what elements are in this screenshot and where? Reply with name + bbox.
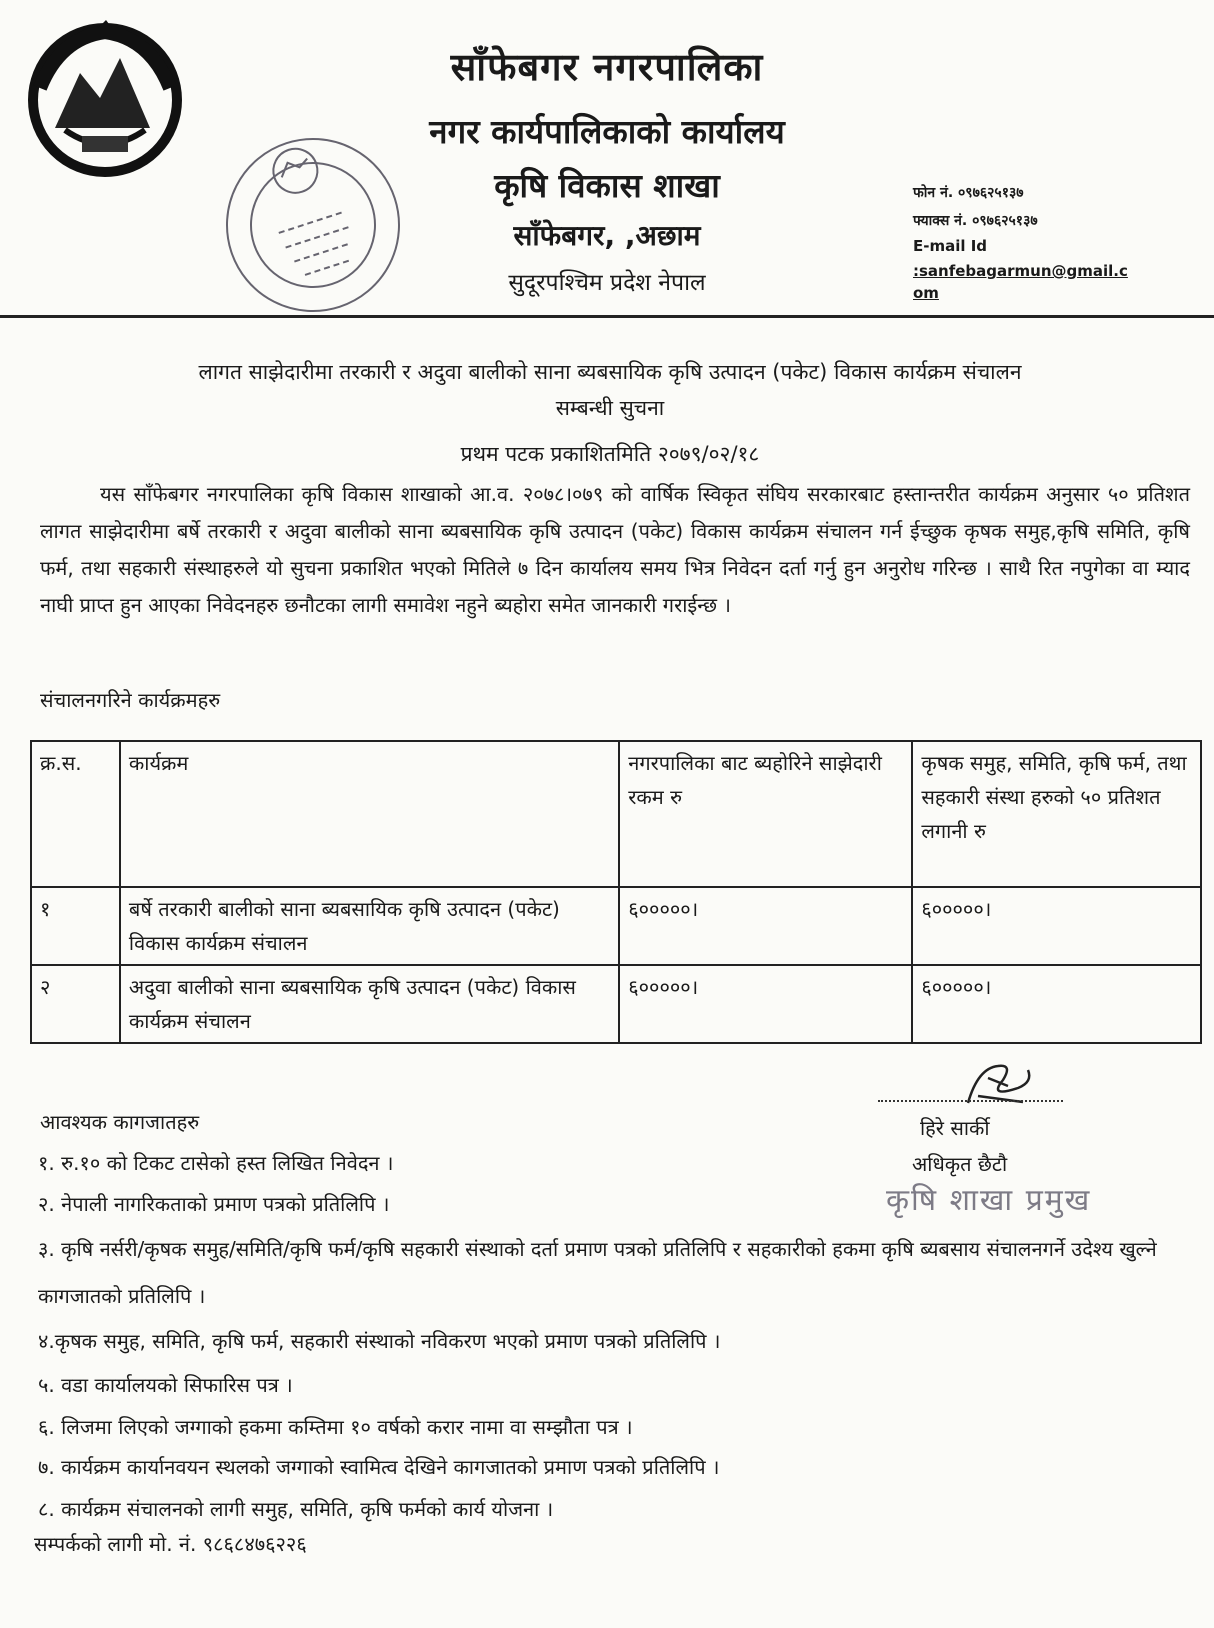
- notice-title-continued: सम्बन्धी सुचना: [555, 396, 665, 420]
- notice-title: लागत साझेदारीमा तरकारी र अदुवा बालीको साना ब्यबसायिक कृषि उत्पादन (पकेट) विकास कार्यक्रम संचालन: [198, 360, 1022, 384]
- header-municipality-share: नगरपालिका बाट ब्यहोरिने साझेदारी रकम रु: [619, 741, 912, 887]
- documents-title: आवश्यक कागजातहरु: [40, 1110, 200, 1134]
- document-item: ४.कृषक समुह, समिति, कृषि फर्म, सहकारी संस्थाको नविकरण भएको प्रमाण पत्रको प्रतिलिपि ।: [38, 1329, 721, 1353]
- table-row: [31, 887, 1201, 965]
- address: साँफेबगर, ,अछाम: [513, 219, 701, 252]
- signature-line: [878, 1090, 1063, 1102]
- table-row: [31, 965, 1201, 1043]
- programs-table: [30, 740, 1202, 1044]
- programs-title: संचालनगरिने कार्यक्रमहरु: [40, 688, 221, 712]
- row-program: बर्षे तरकारी बालीको साना ब्यबसायिक कृषि उत्पादन (पकेट) विकास कार्यक्रम संचालन: [120, 887, 619, 965]
- document-item: ८. कार्यक्रम संचालनको लागी समुह, समिति, कृषि फर्मको कार्य योजना ।: [38, 1497, 554, 1521]
- phone-number: फोन नं. ०९७६२५१३७: [913, 185, 1024, 201]
- document-item: ५. वडा कार्यालयको सिफारिस पत्र ।: [38, 1373, 293, 1397]
- section-head-stamp: कृषि शाखा प्रमुख: [886, 1183, 1092, 1218]
- email-address: :sanfebagarmun@gmail.com: [913, 262, 1128, 302]
- document-item: २. नेपाली नागरिकताको प्रमाण पत्रको प्रतिलिपि ।: [38, 1192, 390, 1216]
- row-municipality-share: ६०००००।: [619, 887, 912, 965]
- contact-number: सम्पर्कको लागी मो. नं. ९८६८४७६२२६: [34, 1532, 307, 1556]
- document-item: ३. कृषि नर्सरी/कृषक समुह/समिति/कृषि फर्म/कृषि सहकारी संस्थाको दर्ता प्रमाण पत्रको प्रतिलिपि र सहकारीको हकमा कृषि ब्यबसाय संचालनगर्ने उदेश्य खुल्ने कागजातको प्रतिलिपि ।: [38, 1237, 1157, 1308]
- header-program: कार्यक्रम: [120, 741, 619, 887]
- notice-body: यस साँफेबगर नगरपालिका कृषि विकास शाखाको आ.व. २०७८।०७९ को वार्षिक स्विकृत संघिय सरकारबाट हस्तान्तरीत कार्यक्रम अनुसार ५० प्रतिशत लागत साझेदारीमा बर्षे तरकारी र अदुवा बालीको साना ब्यबसायिक कृषि उत्पादन (पकेट) विकास कार्यक्रम संचालन गर्न ईच्छुक कृषक समुह,कृषि समिति, कृषि फर्म, तथा सहकारी संस्थाहरुले यो सुचना प्रकाशित भएको मितिले ७ दिन कार्यालय समय भित्र निवेदन दर्ता गर्नु हुन अनुरोध गरिन्छ । साथै रित नपुगेका वा म्याद नाघी प्राप्त हुन आएका निवेदनहरु छनौटका लागी समावेश नहुने ब्यहोरा समेत जानकारी गराईन्छ ।: [40, 482, 1190, 617]
- header-divider: [0, 315, 1214, 318]
- fax-number: फ्याक्स नं. ०९७६२५१३७: [913, 213, 1038, 229]
- row-program: अदुवा बालीको साना ब्यबसायिक कृषि उत्पादन (पकेट) विकास कार्यक्रम संचालन: [120, 965, 619, 1043]
- publication-date: प्रथम पटक प्रकाशितमिति २०७९/०२/१८: [460, 442, 760, 466]
- signatory-name: हिरे सार्की: [920, 1116, 990, 1140]
- signature-scribble: [958, 1058, 1038, 1110]
- row-sn: १: [31, 887, 120, 965]
- header-sn: क्र.स.: [31, 741, 120, 887]
- signatory-role: अधिकृत छैटौ: [912, 1152, 1008, 1176]
- document-item: १. रु.१० को टिकट टासेको हस्त लिखित निवेदन ।: [38, 1151, 394, 1175]
- table-header-row: [31, 741, 1201, 887]
- office-name: नगर कार्यपालिकाको कार्यालय: [429, 112, 785, 151]
- document-item: ६. लिजमा लिएको जग्गाको हकमा कम्तिमा १० वर्षको करार नामा वा सम्झौता पत्र ।: [38, 1415, 633, 1439]
- row-group-share: ६०००००।: [912, 965, 1201, 1043]
- row-municipality-share: ६०००००।: [619, 965, 912, 1043]
- province: सुदूरपश्चिम प्रदेश नेपाल: [508, 270, 706, 296]
- section-name: कृषि विकास शाखा: [494, 166, 720, 205]
- municipality-name: साँफेबगर नगरपालिका: [450, 45, 764, 89]
- header-group-share: कृषक समुह, समिति, कृषि फर्म, तथा सहकारी संस्था हरुको ५० प्रतिशत लगानी रु: [912, 741, 1201, 887]
- email-label: E-mail Id: [913, 237, 988, 255]
- document-item: ७. कार्यक्रम कार्यानवयन स्थलको जग्गाको स्वामित्व देखिने कागजातको प्रमाण पत्रको प्रतिलिपि ।: [38, 1455, 720, 1479]
- row-group-share: ६०००००।: [912, 887, 1201, 965]
- row-sn: २: [31, 965, 120, 1043]
